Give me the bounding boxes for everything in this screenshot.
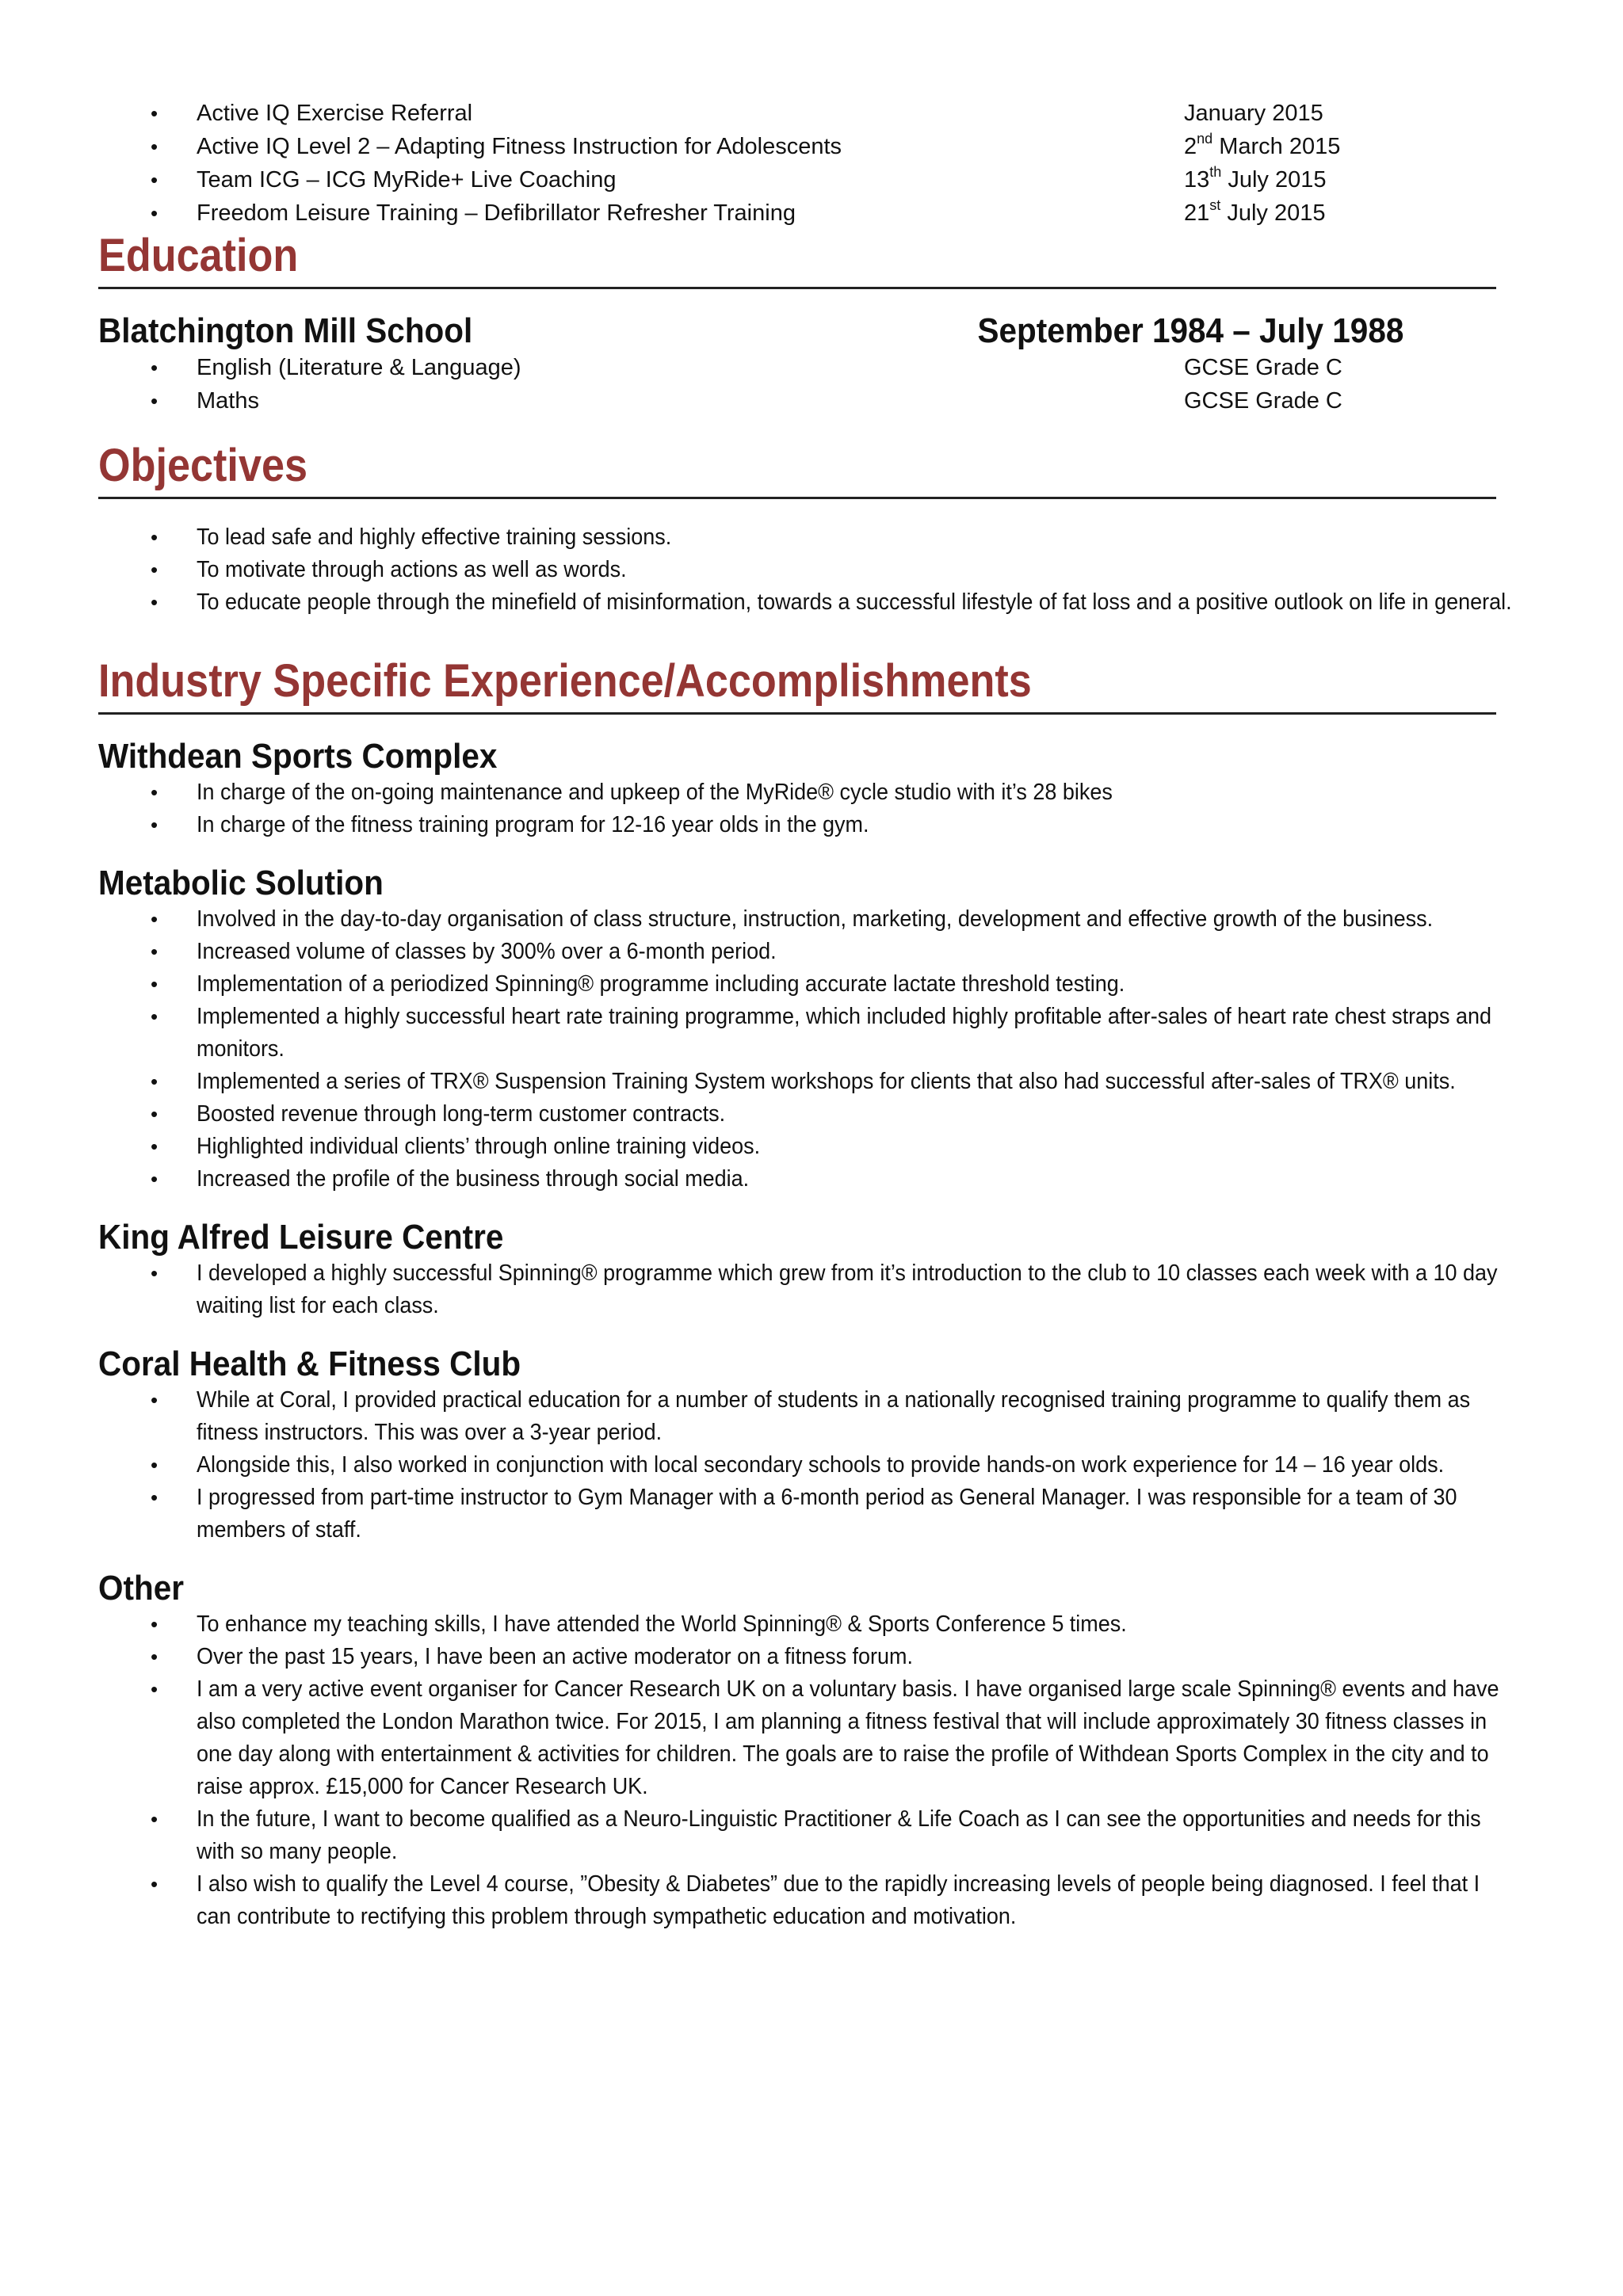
objectives-section [98,440,1512,619]
list-item: • Increased the profile of the business through social media. [151,1166,750,1192]
list-item: • I am a very active event organiser for Cancer Research UK on a voluntary basis. I have organised large scale Spinning® events and have also completed the London Marathon twice. For 2015, I am planning a fitness festival that will include approximately 30 fitness classes in one day along with entertainment & activities for children. The goals are to raise the profile of Withdean Sports Complex in the city and to raise approx. £15,000 for Cancer Research UK. [151,1676,1499,1799]
subject-name: English (Literature & Language) [197,355,521,380]
list-item: • In charge of the on-going maintenance and upkeep of the MyRide® cycle studio with it’s 28 bikes [151,780,1113,805]
experience-section [98,655,1499,1933]
list-item: • To educate people through the minefield of misinformation, towards a successful lifestyle of fat loss and a positive outlook on life in general. [151,589,1512,615]
bullet: • [151,101,158,125]
course-name: Active IQ Level 2 – Adapting Fitness Instruction for Adolescents [197,134,842,159]
school-name: Blatchington Mill School September 1984 – July 1988 [98,311,1404,350]
list-item: • While at Coral, I provided practical education for a number of students in a nationally recognised training programme to qualify them as fitness instructors. This was over a 3-year period. [151,1387,1471,1445]
list-item: • I progressed from part-time instructor to Gym Manager with a 6-month period as General Manager. I was responsible for a team of 30 members of staff. [151,1485,1457,1543]
list-item: • In charge of the fitness training program for 12-16 year olds in the gym. [151,812,869,837]
subject-row [98,384,1496,418]
list-item: • Boosted revenue through long-term customer contracts. [151,1101,726,1127]
resume-page [98,97,1512,1933]
subject-name: Maths [197,388,259,414]
list-item: • Implemented a series of TRX® Suspension Training System workshops for clients that also had successful after-sales of TRX® units. [151,1069,1456,1094]
course-date: January 2015 [1184,101,1323,126]
section-heading-objectives: Objectives [98,440,308,491]
list-item: • Highlighted individual clients’ through online training videos. [151,1134,761,1159]
bullet: • [151,201,158,225]
subject-grade: GCSE Grade C [1184,355,1342,380]
list-item: • Over the past 15 years, I have been an active moderator on a fitness forum. [151,1644,913,1669]
employer-name: Other [98,1569,184,1608]
course-row [98,163,1496,196]
list-item: • To enhance my teaching skills, I have attended the World Spinning® & Sports Conference 5 times. [151,1611,1127,1637]
list-item: • Involved in the day-to-day organisation of class structure, instruction, marketing, development and effective growth of the business. [151,906,1434,932]
list-item: • I also wish to qualify the Level 4 course, ”Obesity & Diabetes” due to the rapidly increasing levels of people being diagnosed. I feel that I can contribute to rectifying this problem through sympathetic education and motivation. [151,1871,1480,1929]
experience-group [98,1569,1499,1933]
list-item: • Implemented a highly successful heart rate training programme, which included highly profitable after-sales of heart rate chest straps and monitors. [151,1004,1492,1062]
course-name: Active IQ Exercise Referral [197,101,473,126]
course-name: Team ICG – ICG MyRide+ Live Coaching [197,167,617,193]
bullet: • [151,135,158,158]
experience-group [98,1218,1496,1322]
course-date: 2nd March 2015 [1184,131,1341,159]
course-date: 13th July 2015 [1184,164,1327,193]
list-item: • To lead safe and highly effective training sessions. [151,524,672,550]
courses-list [98,97,1496,230]
subject-row [98,351,1496,384]
list-item: • Alongside this, I also worked in conjunction with local secondary schools to provide hands-on work experience for 14 – 16 year olds. [151,1452,1445,1478]
section-heading-education: Education [98,230,299,281]
bullet: • [151,356,158,379]
employer-name: Coral Health & Fitness Club [98,1344,521,1383]
section-heading-experience: Industry Specific Experience/Accomplishments [98,655,1032,707]
subject-grade: GCSE Grade C [1184,388,1342,414]
course-row [98,130,1496,163]
course-date: 21st July 2015 [1184,197,1326,226]
employer-name: Metabolic Solution [98,864,384,902]
bullet: • [151,389,158,413]
list-item: • To motivate through actions as well as words. [151,557,627,582]
experience-group [98,737,1496,841]
course-row [98,196,1496,230]
experience-group [98,1344,1496,1547]
education-section [98,230,1496,418]
list-item: • Implementation of a periodized Spinning® programme including accurate lactate threshold testing. [151,971,1125,997]
list-item: • In the future, I want to become qualified as a Neuro-Linguistic Practitioner & Life Coach as I can see the opportunities and needs for this with so many people. [151,1806,1481,1864]
employer-name: Withdean Sports Complex [98,737,498,776]
bullet: • [151,168,158,192]
course-name: Freedom Leisure Training – Defibrillator Refresher Training [197,200,796,226]
experience-group [98,864,1496,1196]
school-dates: September 1984 – July 1988 [977,311,1404,350]
list-item: • Increased volume of classes by 300% over a 6-month period. [151,939,777,964]
course-row [98,97,1496,130]
employer-name: King Alfred Leisure Centre [98,1218,504,1257]
list-item: • I developed a highly successful Spinning® programme which grew from it’s introduction to the club to 10 classes each week with a 10 day waiting list for each class. [151,1261,1498,1318]
